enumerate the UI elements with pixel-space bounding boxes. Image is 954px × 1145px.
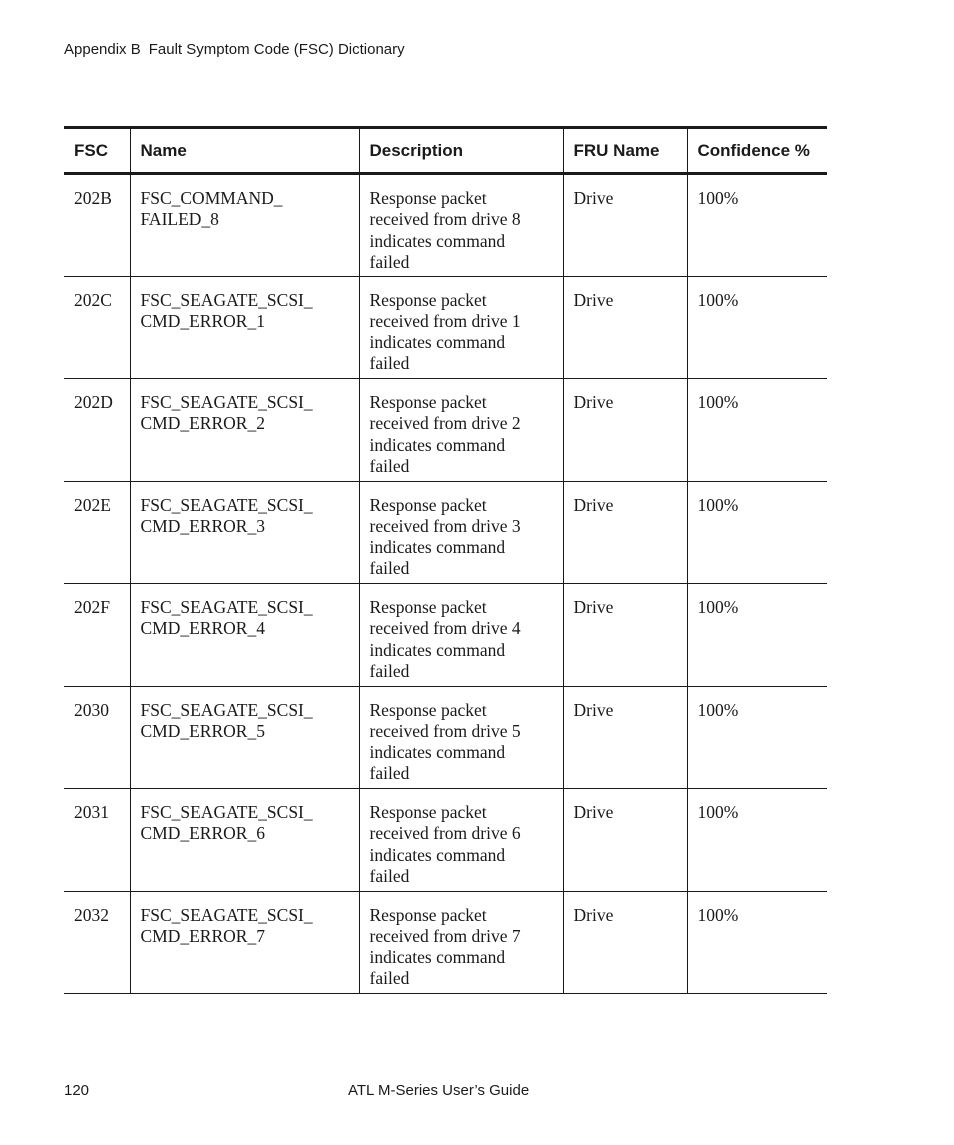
description-cell: Response packet received from drive 4 indicates command failed [359,584,563,687]
table-row [64,891,827,994]
column-header-confidence: Confidence % [687,128,827,174]
fsc-code-cell: 2030 [64,686,130,789]
column-header-name: Name [130,128,359,174]
fru-name-cell: Drive [563,379,687,482]
column-header-fsc: FSC [64,128,130,174]
fsc-code-cell: 202F [64,584,130,687]
confidence-cell: 100% [687,174,827,277]
name-cell: FSC_SEAGATE_SCSI_ CMD_ERROR_6 [130,789,359,892]
confidence-cell: 100% [687,891,827,994]
description-cell: Response packet received from drive 1 indicates command failed [359,276,563,379]
chapter-title: Fault Symptom Code (FSC) Dictionary [148,41,405,58]
fru-name-cell: Drive [563,789,687,892]
page-number: 120 [64,1082,90,1099]
table-row [64,584,827,687]
column-header-fru-name: FRU Name [563,128,687,174]
table-row [64,789,827,892]
description-cell: Response packet received from drive 2 indicates command failed [359,379,563,482]
confidence-cell: 100% [687,379,827,482]
description-cell: Response packet received from drive 3 indicates command failed [359,481,563,584]
fru-name-cell: Drive [563,276,687,379]
running-header [64,41,405,58]
fsc-code-cell: 2031 [64,789,130,892]
table-row [64,481,827,584]
table-row [64,276,827,379]
fru-name-cell: Drive [563,174,687,277]
confidence-cell: 100% [687,686,827,789]
fru-name-cell: Drive [563,686,687,789]
column-header-description: Description [359,128,563,174]
table-header-row [64,128,827,174]
fsc-code-cell: 202B [64,174,130,277]
description-cell: Response packet received from drive 5 indicates command failed [359,686,563,789]
description-cell: Response packet received from drive 7 indicates command failed [359,891,563,994]
table-row [64,174,827,277]
name-cell: FSC_SEAGATE_SCSI_ CMD_ERROR_5 [130,686,359,789]
fru-name-cell: Drive [563,481,687,584]
fsc-code-cell: 202C [64,276,130,379]
name-cell: FSC_SEAGATE_SCSI_ CMD_ERROR_4 [130,584,359,687]
name-cell: FSC_SEAGATE_SCSI_ CMD_ERROR_1 [130,276,359,379]
name-cell: FSC_SEAGATE_SCSI_ CMD_ERROR_7 [130,891,359,994]
table-row [64,686,827,789]
description-cell: Response packet received from drive 8 indicates command failed [359,174,563,277]
table-row [64,379,827,482]
name-cell: FSC_SEAGATE_SCSI_ CMD_ERROR_2 [130,379,359,482]
name-cell: FSC_COMMAND_ FAILED_8 [130,174,359,277]
confidence-cell: 100% [687,789,827,892]
fsc-code-cell: 2032 [64,891,130,994]
description-cell: Response packet received from drive 6 indicates command failed [359,789,563,892]
name-cell: FSC_SEAGATE_SCSI_ CMD_ERROR_3 [130,481,359,584]
fsc-code-cell: 202E [64,481,130,584]
fsc-code-cell: 202D [64,379,130,482]
fsc-table [64,126,827,994]
confidence-cell: 100% [687,584,827,687]
fru-name-cell: Drive [563,584,687,687]
document-title: ATL M-Series User’s Guide [348,1082,530,1099]
fru-name-cell: Drive [563,891,687,994]
appendix-label: Appendix B [64,41,141,58]
confidence-cell: 100% [687,276,827,379]
confidence-cell: 100% [687,481,827,584]
